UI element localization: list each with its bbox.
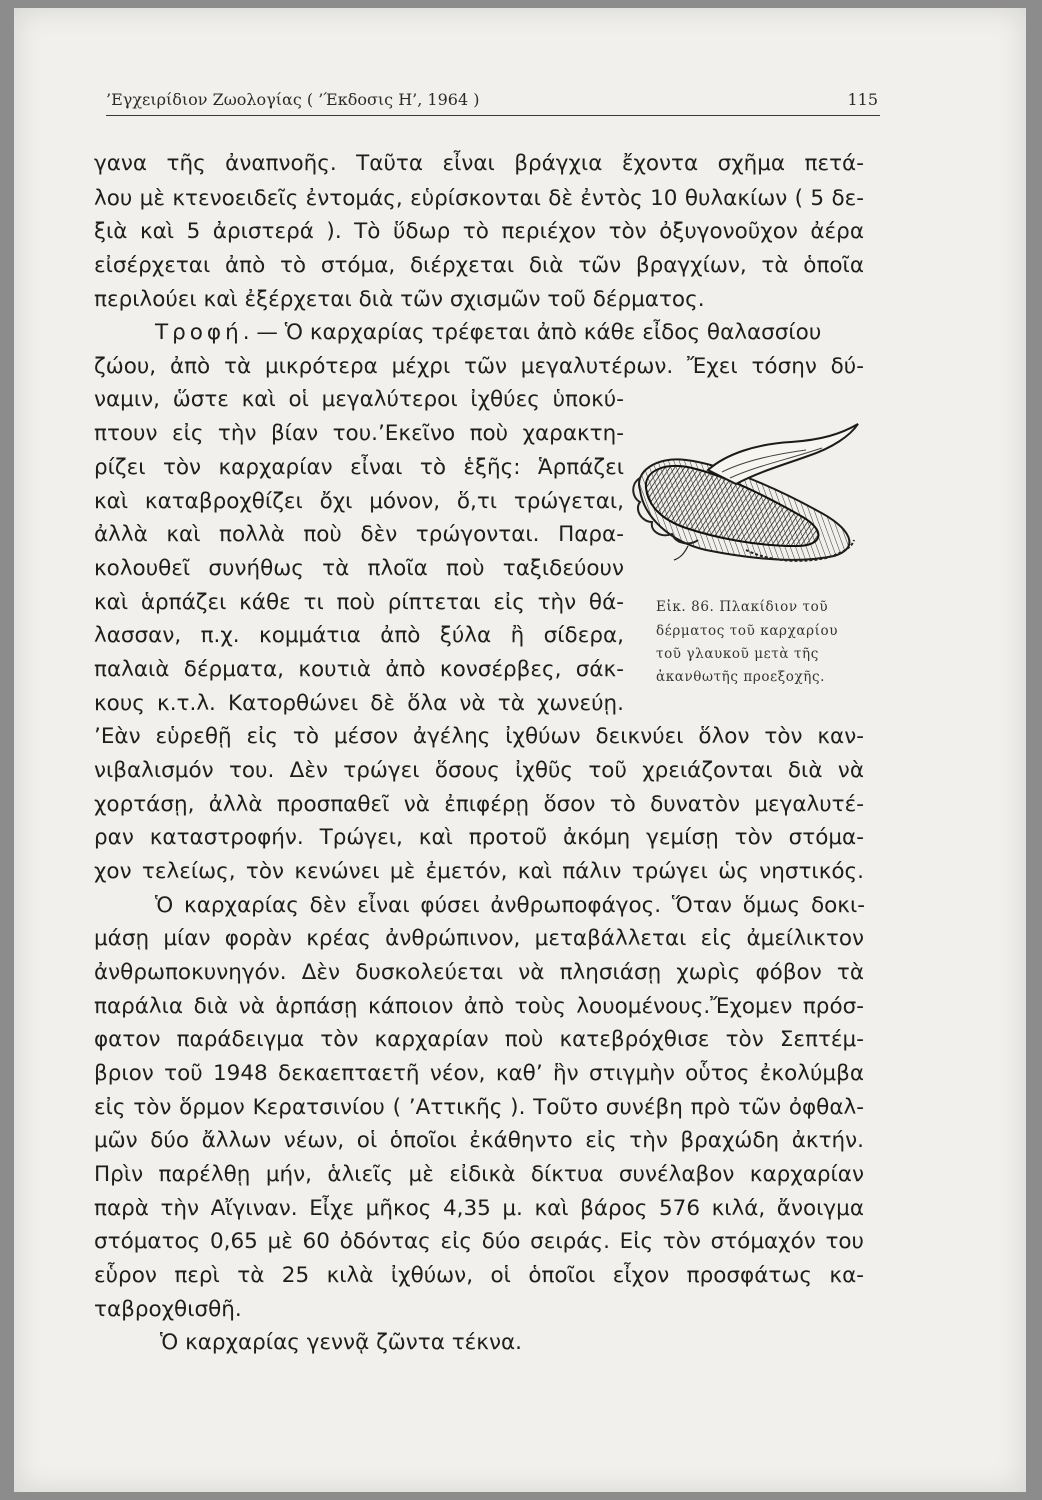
running-header: [106, 90, 880, 116]
text-line: εὗρον περὶ τὰ 25 κιλὰ ἰχθύων, οἱ ὁποῖοι εἶχον προσφάτως κα-: [94, 1263, 864, 1288]
text-line: χον τελείως, τὸν κενώνει μὲ ἐμετόν, καὶ πάλιν τρώγει ὡς νηστικός.: [94, 859, 864, 884]
text-line: ρίζει τὸν καρχαρίαν εἶναι τὸ ἑξῆς: Ἁρπάζει: [94, 455, 624, 480]
text-line: ναμιν, ὥστε καὶ οἱ μεγαλύτεροι ἰχθύες ὑποκύ-: [94, 387, 624, 412]
text-line: πτουν εἰς τὴν βίαν του.’Εκεῖνο ποὺ χαρακτη-: [94, 421, 624, 446]
text-line: ταβροχθισθῆ.: [94, 1297, 242, 1322]
text-line: γανα τῆς ἀναπνοῆς. Ταῦτα εἶναι βράγχια ἔχοντα σχῆμα πετά-: [94, 151, 864, 176]
text-line: Ὁ καρχαρίας γεννᾷ ζῶντα τέκνα.: [160, 1330, 522, 1355]
text-line: ξιὰ καὶ 5 ἀριστερά ). Τὸ ὕδωρ τὸ περιέχον τὸν ὀξυγονοῦχον ἀέρα: [94, 219, 864, 244]
text-line: . — Ὁ καρχαρίας τρέφεται ἀπὸ κάθε εἶδος θαλασσίου: [242, 320, 822, 345]
text-line: παλαιὰ δέρματα, κουτιὰ ἀπὸ κονσέρβες, σάκ-: [94, 657, 624, 682]
text-line: ’Εὰν εὑρεθῇ εἰς τὸ μέσον ἀγέλης ἰχθύων δεικνύει ὅλον τὸν καν-: [94, 724, 864, 749]
text-line: ἀνθρωποκυνηγόν. Δὲν δυσκολεύεται νὰ πλησιάσῃ χωρὶς φόβον τὰ: [94, 960, 864, 985]
text-line: μάσῃ μίαν φορὰν κρέας ἀνθρώπινον, μεταβάλλεται εἰς ἀμείλικτον: [94, 926, 864, 951]
text-line: Ὁ καρχαρίας δὲν εἶναι φύσει ἀνθρωποφάγος. Ὅταν ὅμως δοκι-: [155, 893, 865, 918]
text-line: βριον τοῦ 1948 δεκαεπταετῆ νέον, καθ’ ἣν στιγμὴν οὗτος ἐκολύμβα: [94, 1061, 864, 1086]
figure-caption-line: Εἰκ. 86. Πλακίδιον τοῦ: [656, 599, 829, 615]
text-line: παράλια διὰ νὰ ἁρπάσῃ κάποιον ἀπὸ τοὺς λουομένους.Ἔχομεν πρόσ-: [94, 994, 864, 1019]
text-line: καὶ καταβροχθίζει ὄχι μόνον, ὅ,τι τρώγεται,: [94, 489, 624, 514]
text-line: περιλούει καὶ ἐξέρχεται διὰ τῶν σχισμῶν τοῦ δέρματος.: [94, 287, 705, 312]
text-line: μῶν δύο ἄλλων νέων, οἱ ὁποῖοι ἐκάθηντο εἰς τὴν βραχώδη ἀκτήν.: [94, 1128, 864, 1153]
text-line: παρὰ τὴν Αἴγιναν. Εἶχε μῆκος 4,35 μ. καὶ βάρος 576 κιλά, ἄνοιγμα: [94, 1196, 864, 1221]
text-line: Πρὶν παρέλθῃ μήν, ἁλιεῖς μὲ εἰδικὰ δίκτυα συνέλαβον καρχαρίαν: [94, 1162, 864, 1187]
shark-denticle-illustration: [626, 418, 866, 568]
text-line: εἰς τὸν ὅρμον Κερατσινίου ( ’Αττικῆς ). Τοῦτο συνέβη πρὸ τῶν ὀφθαλ-: [94, 1095, 864, 1120]
section-heading-trofi: Τροφή: [155, 320, 243, 345]
text-line: καὶ ἁρπάζει κάθε τι ποὺ ρίπτεται εἰς τὴν θά-: [94, 590, 624, 615]
text-line: λου μὲ κτενοειδεῖς ἐντομάς, εὑρίσκονται δὲ ἐντὸς 10 θυλακίων ( 5 δε-: [94, 186, 864, 211]
figure-caption-line: τοῦ γλαυκοῦ μετὰ τῆς: [656, 646, 819, 662]
text-line: ζώου, ἀπὸ τὰ μικρότερα μέχρι τῶν μεγαλυτέρων. Ἔχει τόσην δύ-: [94, 354, 864, 379]
text-line: κους κ.τ.λ. Κατορθώνει δὲ ὅλα νὰ τὰ χωνεύῃ.: [94, 691, 624, 716]
text-line: λασσαν, π.χ. κομμάτια ἀπὸ ξύλα ἢ σίδερα,: [94, 623, 624, 648]
figure-caption-line: ἀκανθωτῆς προεξοχῆς.: [656, 669, 826, 685]
text-line: χορτάσῃ, ἀλλὰ προσπαθεῖ νὰ ἐπιφέρῃ ὅσον τὸ δυνατὸν μεγαλυτέ-: [94, 792, 864, 817]
running-title: ’Εγχειρίδιον Ζωολογίας ( ’Έκδοσις Η’, 1964 ): [106, 90, 480, 109]
text-line: εἰσέρχεται ἀπὸ τὸ στόμα, διέρχεται διὰ τῶν βραγχίων, τὰ ὁποῖα: [94, 253, 864, 278]
text-line: φατον παράδειγμα τὸν καρχαρίαν ποὺ κατεβρόχθισε τὸν Σεπτέμ-: [94, 1027, 864, 1052]
text-line: κολουθεῖ συνήθως τὰ πλοῖα ποὺ ταξιδεύουν: [94, 556, 624, 581]
text-line: νιβαλισμόν του. Δὲν τρώγει ὅσους ἰχθῦς τοῦ χρειάζονται διὰ νὰ: [94, 758, 864, 783]
paragraph-trofi: [155, 318, 867, 348]
text-line: στόματος 0,65 μὲ 60 ὀδόντας εἰς δύο σειράς. Εἰς τὸν στόμαχόν του: [94, 1229, 864, 1254]
text-line: ἀλλὰ καὶ πολλὰ ποὺ δὲν τρώγονται. Παρα-: [94, 522, 624, 547]
page-number: 115: [847, 90, 878, 109]
text-line: ραν καταστροφήν. Τρώγει, καὶ προτοῦ ἀκόμη γεμίσῃ τὸν στόμα-: [94, 825, 864, 850]
figure-caption-line: δέρματος τοῦ καρχαρίου: [656, 623, 839, 639]
